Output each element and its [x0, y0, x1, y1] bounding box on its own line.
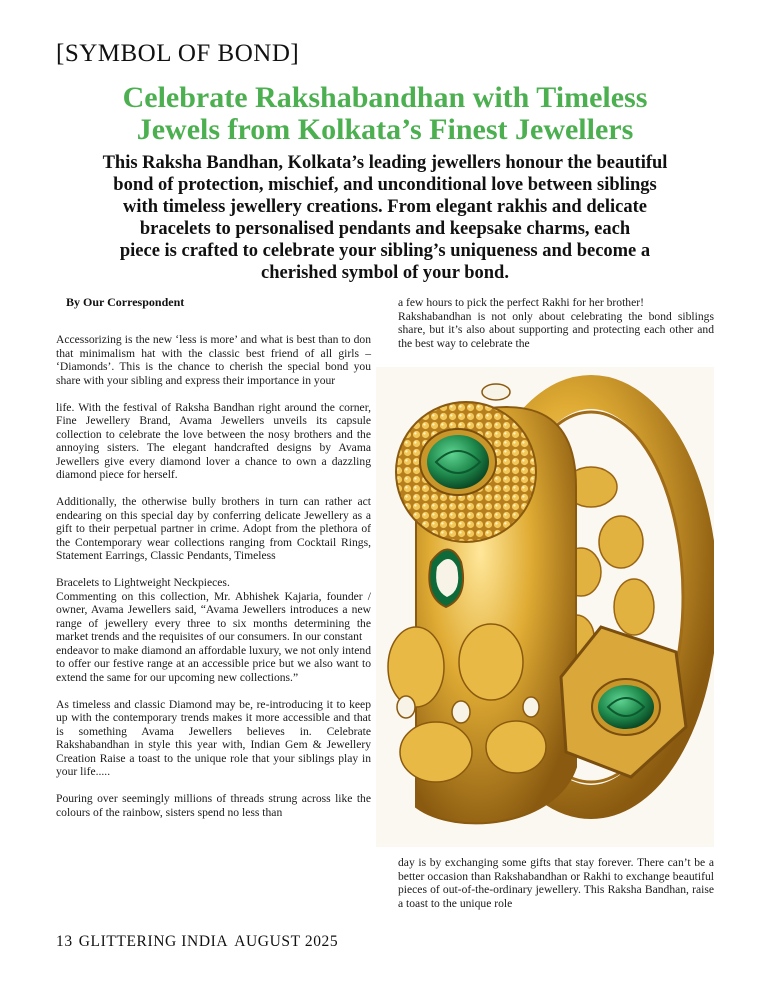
headline: [30, 82, 740, 146]
gold-bangle-photo: [376, 367, 714, 847]
standfirst-line-5: piece is crafted to celebrate your sibling’s uniqueness and become a: [119, 241, 651, 261]
standfirst-line-6: cherished symbol of your bond.: [261, 263, 509, 283]
standfirst: [50, 152, 720, 284]
issue-date: AUGUST 2025: [234, 933, 339, 950]
headline-line-2: Jewels from Kolkata’s Finest Jewellers: [136, 113, 634, 146]
standfirst-line-3: with timeless jewellery creations. From elegant rakhis and delicate: [123, 197, 647, 217]
article-left-column: [56, 333, 371, 819]
publication-name: GLITTERING INDIA: [78, 933, 229, 950]
paragraph: day is by exchanging some gifts that stay forever. There can’t be a better occasion than Rakshabandhan or Rakhi to exchange beautiful pieces of out-of-the-ordinary jewellery. This Raksha Bandhan, raise a toast to the unique role: [398, 856, 714, 910]
section-tag: [SYMBOL OF BOND]: [56, 40, 300, 67]
paragraph: life. With the festival of Raksha Bandhan right around the corner, Fine Jewellery Brand, Avama Jewellers unveils its capsule collection to celebrate the love between the nosy brothers and the annoying sisters. The elegant handcrafted designs by Avama Jewellers give every diamond lover a chance to own a dazzling diamond piece for herself.: [56, 400, 371, 481]
article-right-column-bottom: [398, 856, 714, 910]
paragraph: Additionally, the otherwise bully brothers in turn can rather act endearing on this special day by conferring delicate Jewellery as a gift to their perpetual partner in crime. Adopt from the plethora of the Contemporary wear collections ranging from Cocktail Rings, Statement Earrings, Classic Pendants, Timeless: [56, 495, 371, 562]
paragraph: Commenting on this collection, Mr. Abhishek Kajaria, founder / owner, Avama Jewellers said, “Avama Jewellers introduces a new range of jewellery every three to six months determining the market trends and the requisites of our consumers. In our constant: [56, 589, 371, 643]
standfirst-line-2: bond of protection, mischief, and unconditional love between siblings: [113, 175, 657, 195]
folio: [56, 933, 344, 951]
paragraph: a few hours to pick the perfect Rakhi for her brother!: [398, 296, 644, 309]
page-number: 13: [56, 933, 73, 950]
paragraph: As timeless and classic Diamond may be, re-introducing it to keep up with the contemporary trends makes it more accessible and that is something Avama Jewellers believes in. Celebrate Rakshabandhan in style this year with, Indian Gem & Jewellery Creation Raise a toast to the unique role that your siblings play in your life.....: [56, 697, 371, 778]
standfirst-line-1: This Raksha Bandhan, Kolkata’s leading jewellers honour the beautiful: [102, 153, 668, 173]
article-right-column-top: [398, 296, 714, 350]
paragraph: Rakshabandhan is not only about celebrating the bond siblings share, but it’s also about supporting and protecting each other and the best way to celebrate the: [398, 309, 714, 350]
standfirst-line-4: bracelets to personalised pendants and keepsake charms, each: [139, 219, 631, 239]
paragraph: Accessorizing is the new ‘less is more’ and what is best than to don that minimalism hat with the classic best friend of all girls – ‘Diamonds’. This is the chance to cherish the special bond you share with your sibling and express their importance in your: [56, 333, 371, 387]
paragraph: endeavor to make diamond an affordable luxury, we not only intend to offer our festive range at an accessible price but we also want to extend the same for our upcoming new collections.”: [56, 643, 371, 684]
byline: By Our Correspondent: [66, 295, 185, 309]
headline-line-1: Celebrate Rakshabandhan with Timeless: [122, 81, 648, 114]
paragraph: Pouring over seemingly millions of threads strung across like the colours of the rainbow, sisters spend no less than: [56, 792, 371, 819]
paragraph: Bracelets to Lightweight Neckpieces.: [56, 576, 230, 589]
